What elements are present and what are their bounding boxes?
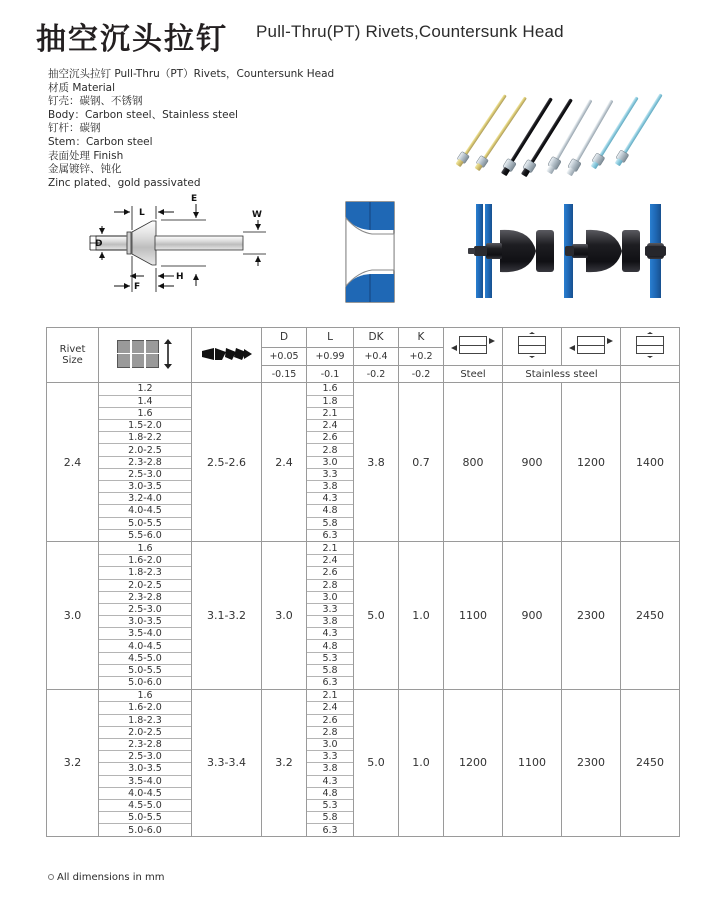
- length-value: 5.8: [307, 812, 353, 824]
- cell-grip-range-list: [99, 383, 192, 542]
- dim-label-F: F: [134, 282, 141, 292]
- grip-range-value: 2.0-2.5: [99, 726, 191, 738]
- length-value: 6.3: [322, 677, 338, 689]
- cell-rivet-size: 3.2: [47, 689, 99, 836]
- header-steel-tensile-icon: [503, 328, 562, 366]
- page-header: [0, 0, 726, 60]
- cell-grip-range-list: [99, 689, 192, 836]
- tolerance-DK-minus: -0.2: [354, 366, 399, 383]
- cell-dimension-DK: 5.0: [354, 542, 399, 689]
- length-value: 1.8: [307, 395, 353, 407]
- header-symbol-L: L: [307, 328, 354, 348]
- grip-range-value: 1.4: [99, 395, 191, 407]
- length-value: 5.3: [307, 652, 353, 664]
- shear-strength-icon: [448, 332, 498, 358]
- cell-dimension-K: 1.0: [399, 689, 444, 836]
- length-value: 1.6: [307, 383, 353, 395]
- cell-dimension-DK: 3.8: [354, 383, 399, 542]
- grip-range-value: 5.0-6.0: [128, 824, 162, 836]
- header-material-spacer: [621, 366, 680, 383]
- header-symbol-K: K: [399, 328, 444, 348]
- cell-dimension-K: 1.0: [399, 542, 444, 689]
- header-ss-shear-icon: [562, 328, 621, 366]
- tolerance-K-minus: -0.2: [399, 366, 444, 383]
- cell-drill-size: 3.1-3.2: [192, 542, 262, 689]
- table-row: [47, 383, 680, 542]
- cell-length-list: [307, 383, 354, 542]
- product-photo: [432, 62, 722, 182]
- tolerance-L-minus: -0.1: [307, 366, 354, 383]
- grip-range-value: 1.6: [99, 407, 191, 419]
- grip-range-value: 1.6: [99, 690, 191, 702]
- cell-length-list: [307, 689, 354, 836]
- length-value: 6.3: [322, 530, 338, 542]
- grip-range-value: 3.2-4.0: [99, 493, 191, 505]
- length-value: 3.3: [307, 751, 353, 763]
- cell-stainless-tensile-strength: 1400: [621, 383, 680, 542]
- length-value: 2.6: [307, 567, 353, 579]
- length-value: 3.8: [307, 481, 353, 493]
- cell-steel-shear-strength: 1100: [444, 542, 503, 689]
- spec-line: 钉杆：碳钢: [48, 122, 101, 135]
- length-value: 3.0: [307, 591, 353, 603]
- cell-rivet-size: 2.4: [47, 383, 99, 542]
- cell-length-list: [307, 542, 354, 689]
- cell-dimension-D: 2.4: [262, 383, 307, 542]
- header-grip-range: [99, 328, 192, 383]
- length-value: 4.3: [307, 775, 353, 787]
- grip-range-value: 3.0-3.5: [99, 616, 191, 628]
- header-rivet-size: [47, 328, 99, 383]
- spec-line: Zinc plated、gold passivated: [48, 176, 201, 189]
- grip-range-value: 5.0-5.5: [99, 517, 191, 529]
- grip-range-value: 1.8-2.3: [99, 567, 191, 579]
- length-value: 3.8: [307, 763, 353, 775]
- table-row: [47, 542, 680, 689]
- grip-range-value: 2.3-2.8: [99, 591, 191, 603]
- grip-range-value: 2.3-2.8: [99, 456, 191, 468]
- tolerance-DK-plus: +0.4: [354, 347, 399, 365]
- installation-sequence-diagram: [456, 188, 686, 316]
- hole-cross-section-diagram: [332, 188, 408, 316]
- grip-range-value: 5.0-5.5: [99, 812, 191, 824]
- tolerance-K-plus: +0.2: [399, 347, 444, 365]
- grip-arrow-icon: [161, 339, 175, 369]
- length-value: 3.3: [307, 603, 353, 615]
- cell-stainless-shear-strength: 2300: [562, 542, 621, 689]
- cell-dimension-DK: 5.0: [354, 689, 399, 836]
- material-spec-block: [48, 68, 408, 190]
- cell-steel-tensile-strength: 900: [503, 542, 562, 689]
- shear-strength-icon: [566, 332, 616, 358]
- length-value: 3.8: [307, 616, 353, 628]
- header-ss-tensile-icon: [621, 328, 680, 366]
- grip-range-value: 4.0-4.5: [99, 640, 191, 652]
- cell-steel-tensile-strength: 900: [503, 383, 562, 542]
- length-value: 2.1: [307, 407, 353, 419]
- spec-line: Body：Carbon steel、Stainless steel: [48, 108, 238, 121]
- dim-label-D: D: [95, 239, 103, 249]
- dimensions-note-text: All dimensions in mm: [57, 872, 165, 883]
- grip-range-value: 4.0-4.5: [99, 505, 191, 517]
- grip-range-value: 1.8-2.2: [99, 432, 191, 444]
- length-value: 2.8: [307, 579, 353, 591]
- grip-range-value: 1.5-2.0: [99, 420, 191, 432]
- cell-drill-size: 2.5-2.6: [192, 383, 262, 542]
- cell-stainless-shear-strength: 1200: [562, 383, 621, 542]
- dim-label-W: W: [252, 210, 262, 220]
- header-material-steel: Steel: [444, 366, 503, 383]
- length-value: 3.0: [307, 456, 353, 468]
- length-value: 5.3: [307, 799, 353, 811]
- grip-range-value: 2.5-3.0: [99, 751, 191, 763]
- diagram-row: [0, 188, 726, 320]
- cell-steel-tensile-strength: 1100: [503, 689, 562, 836]
- footer-strip: [0, 890, 726, 902]
- rivet-specification-table: [46, 327, 680, 837]
- drill-bit-icon: [200, 343, 254, 365]
- cell-steel-shear-strength: 1200: [444, 689, 503, 836]
- length-value: 2.6: [307, 714, 353, 726]
- grip-range-value: 1.2: [99, 383, 191, 395]
- dim-label-H: H: [176, 272, 184, 282]
- length-value: 6.3: [322, 824, 338, 836]
- grip-range-value: 1.6-2.0: [99, 702, 191, 714]
- length-value: 2.8: [307, 726, 353, 738]
- grip-range-value: 2.5-3.0: [99, 468, 191, 480]
- tolerance-D-minus: -0.15: [262, 366, 307, 383]
- length-value: 4.3: [307, 628, 353, 640]
- cell-stainless-tensile-strength: 2450: [621, 689, 680, 836]
- header-material-stainless-steel: Stainless steel: [503, 366, 621, 383]
- header-steel-shear-icon: [444, 328, 503, 366]
- spec-line: Stem：Carbon steel: [48, 135, 153, 148]
- spec-line: 材质 Material: [48, 81, 115, 94]
- bullet-icon: [48, 874, 54, 880]
- length-value: 4.3: [307, 493, 353, 505]
- cell-dimension-D: 3.2: [262, 689, 307, 836]
- grip-range-value: 2.5-3.0: [99, 603, 191, 615]
- length-value: 2.6: [307, 432, 353, 444]
- spec-line: 抽空沉头拉钉 Pull-Thru（PT）Rivets，Countersunk Head: [48, 68, 335, 80]
- cell-steel-shear-strength: 800: [444, 383, 503, 542]
- grip-range-icon: [117, 339, 173, 369]
- header-drill-size: [192, 328, 262, 383]
- header-symbol-D: D: [262, 328, 307, 348]
- grip-range-value: 1.6-2.0: [99, 555, 191, 567]
- tensile-strength-icon: [507, 332, 557, 358]
- length-value: 2.4: [307, 420, 353, 432]
- header-rivet-size-line1: Rivet: [59, 344, 86, 355]
- header-rivet-size-line2: Size: [62, 355, 83, 366]
- length-value: 3.0: [307, 738, 353, 750]
- spec-line: 表面处理 Finish: [48, 149, 124, 162]
- dimensions-note: [48, 872, 165, 883]
- cell-stainless-shear-strength: 2300: [562, 689, 621, 836]
- dim-label-L: L: [139, 208, 145, 218]
- cell-rivet-size: 3.0: [47, 542, 99, 689]
- cell-stainless-tensile-strength: 2450: [621, 542, 680, 689]
- grip-range-value: 4.5-5.0: [99, 799, 191, 811]
- length-value: 4.8: [307, 640, 353, 652]
- grip-range-value: 1.6: [99, 542, 191, 554]
- tolerance-D-plus: +0.05: [262, 347, 307, 365]
- dim-label-E: E: [191, 194, 198, 204]
- length-value: 3.3: [307, 468, 353, 480]
- length-value: 4.8: [307, 787, 353, 799]
- grip-range-value: 3.5-4.0: [99, 628, 191, 640]
- spec-line: 金属镀锌、钝化: [48, 163, 122, 176]
- grip-range-value: 4.0-4.5: [99, 787, 191, 799]
- page-title-english: Pull-Thru(PT) Rivets,Countersunk Head: [256, 22, 564, 41]
- page-title-chinese: 抽空沉头拉钉: [36, 22, 228, 57]
- grip-range-value: 5.0-5.5: [99, 664, 191, 676]
- length-value: 2.8: [307, 444, 353, 456]
- length-value: 2.4: [307, 702, 353, 714]
- grip-range-value: 2.3-2.8: [99, 738, 191, 750]
- length-value: 2.1: [307, 542, 353, 554]
- length-value: 2.4: [307, 555, 353, 567]
- cell-dimension-K: 0.7: [399, 383, 444, 542]
- cell-drill-size: 3.3-3.4: [192, 689, 262, 836]
- grip-range-value: 1.8-2.3: [99, 714, 191, 726]
- length-value: 5.8: [307, 664, 353, 676]
- grip-range-value: 5.0-6.0: [128, 677, 162, 689]
- length-value: 4.8: [307, 505, 353, 517]
- rivet-photo-svg: [432, 62, 722, 182]
- length-value: 5.8: [307, 517, 353, 529]
- grip-range-value: 3.0-3.5: [99, 481, 191, 493]
- dimension-diagram: [86, 188, 316, 316]
- table-row: [47, 689, 680, 836]
- grip-range-value: 2.0-2.5: [99, 444, 191, 456]
- tensile-strength-icon: [625, 332, 675, 358]
- tolerance-L-plus: +0.99: [307, 347, 354, 365]
- cell-dimension-D: 3.0: [262, 542, 307, 689]
- spec-line: 钉壳：碳钢、不锈钢: [48, 95, 143, 108]
- header-symbol-DK: DK: [354, 328, 399, 348]
- grip-range-value: 3.5-4.0: [99, 775, 191, 787]
- cell-grip-range-list: [99, 542, 192, 689]
- grip-range-value: 2.0-2.5: [99, 579, 191, 591]
- length-value: 2.1: [307, 690, 353, 702]
- grip-range-value: 5.5-6.0: [128, 530, 162, 542]
- grip-range-value: 4.5-5.0: [99, 652, 191, 664]
- grip-range-value: 3.0-3.5: [99, 763, 191, 775]
- table-body: [47, 383, 680, 837]
